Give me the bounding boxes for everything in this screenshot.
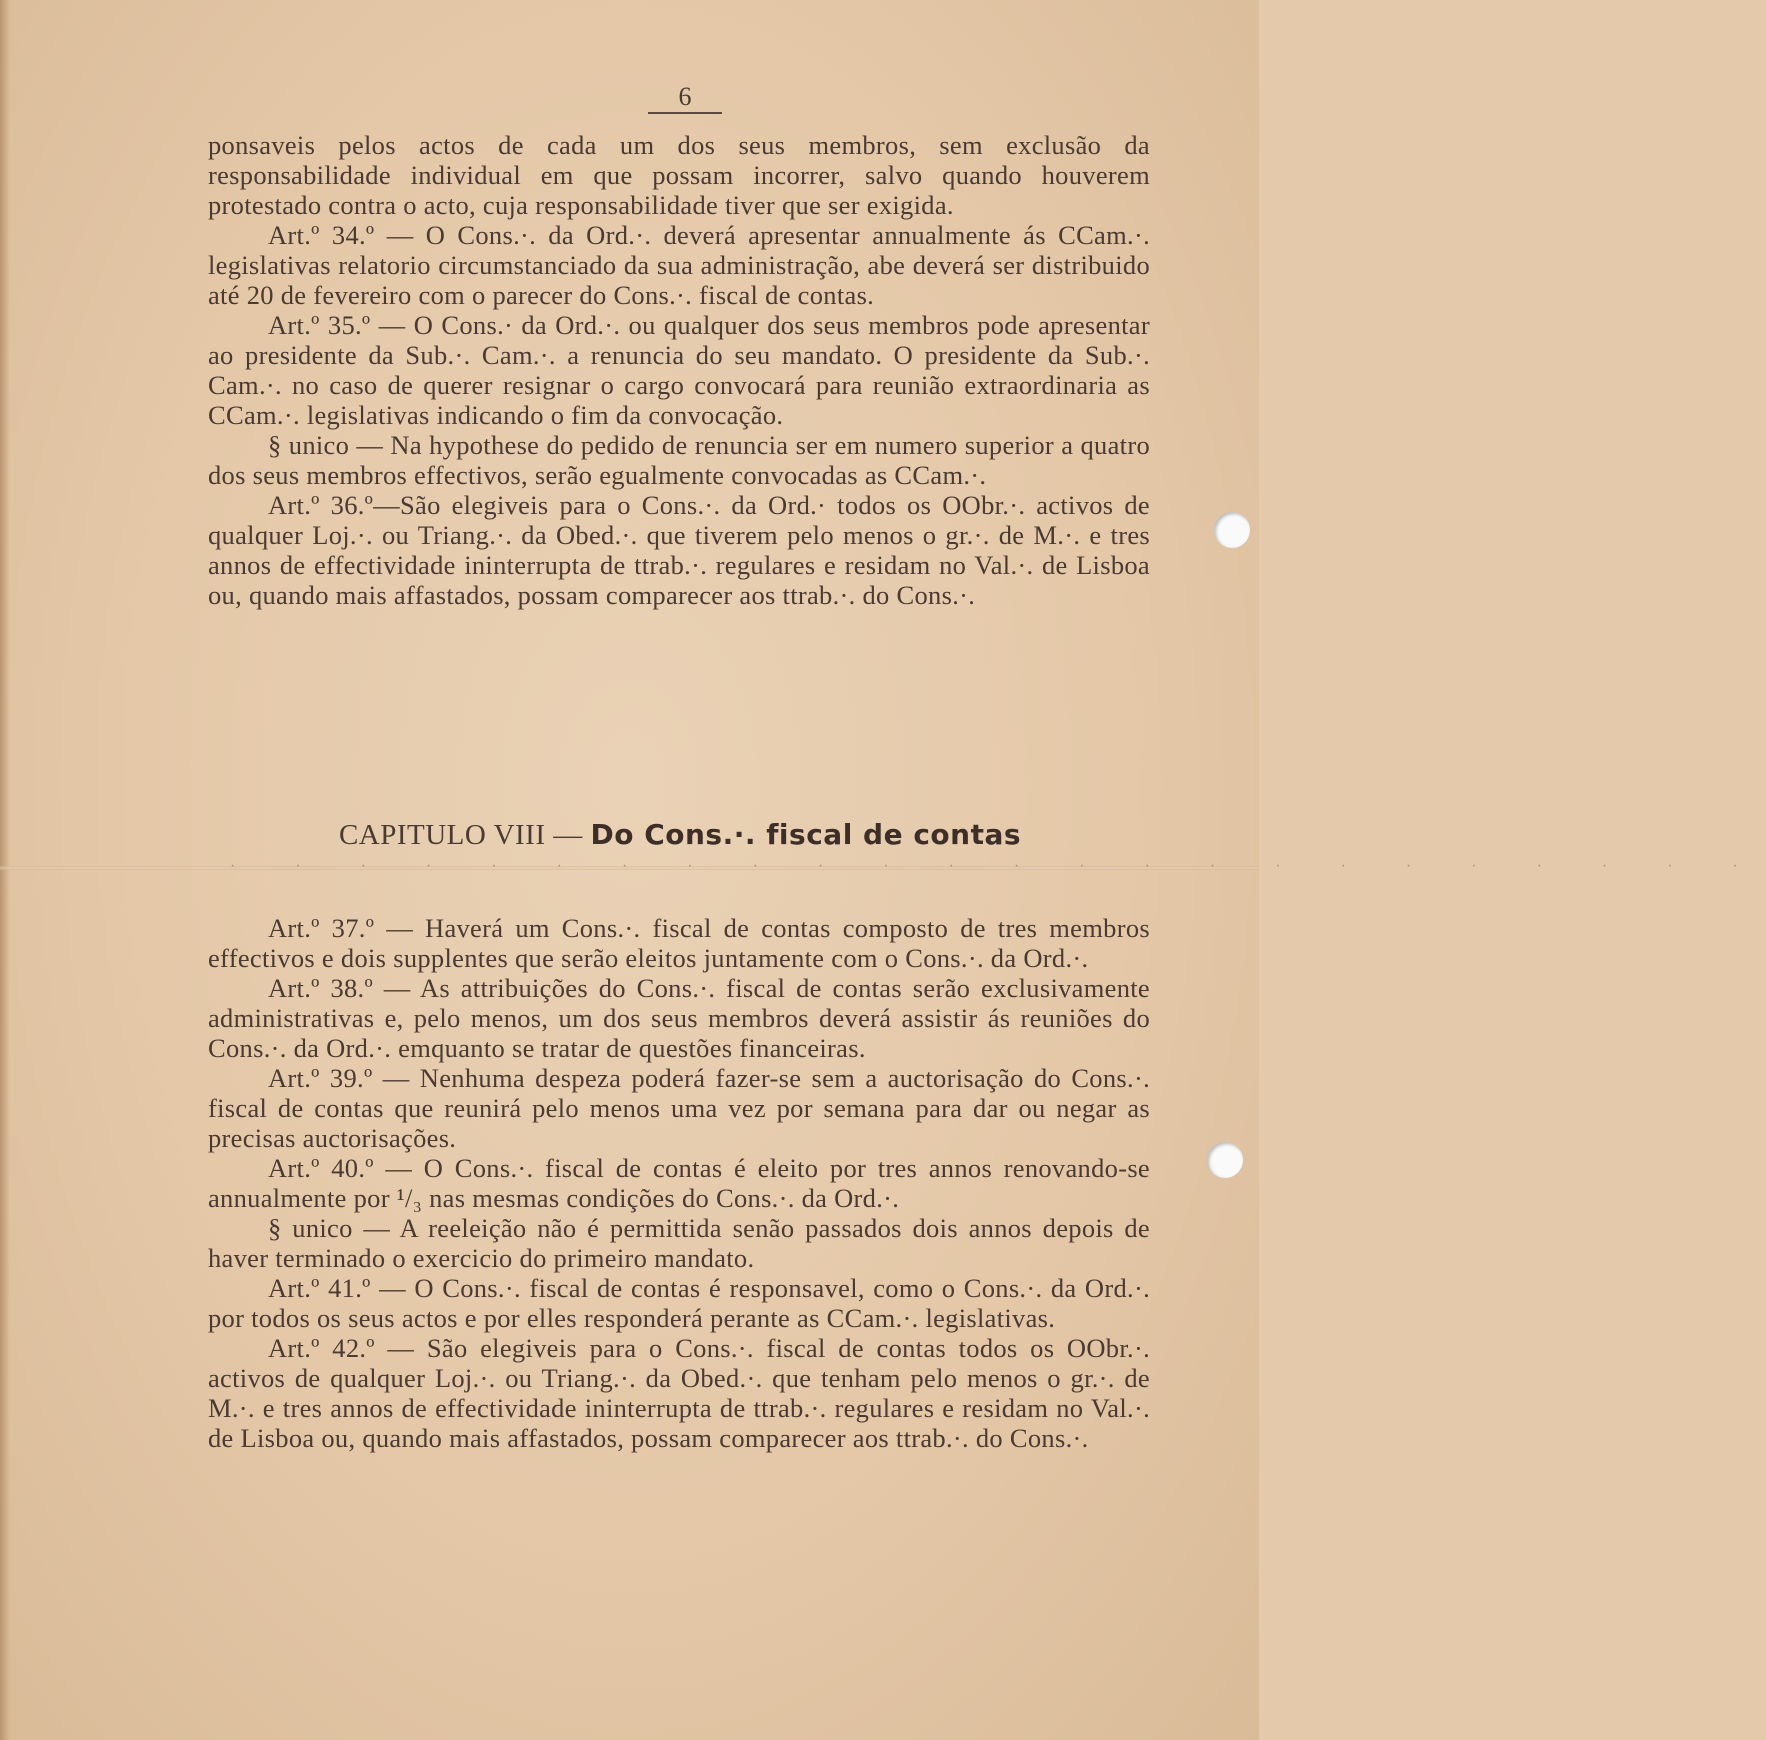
paper-edge-shadow [0,0,10,1740]
paragraph-art-36: Art.º 36.º—São elegiveis para o Cons.·. da Ord.· todos os OObr.·. activos de qualquer Loj.·. ou Triang.·. da Obed.·. que tiverem pelo menos o gr.·. de M.·. e tres annos de effectividade ininterrupta de ttrab.·. regulares e residam no Val.·. de Lisboa ou, quando mais affastados, possam comparecer aos ttrab.·. do Cons.·. [208,490,1150,610]
chapter-title: Do Cons.·. fiscal de contas [590,818,1022,851]
page-number: 6 [678,82,692,111]
paragraph-art-42: Art.º 42.º — São elegiveis para o Cons.·. fiscal de contas todos os OObr.·. activos de qualquer Loj.·. ou Triang.·. da Obed.·. que tenham pelo menos o gr.·. de M.·. e tres annos de effectividade ininterrupta de ttrab.·. regulares e residam no Val.·. de Lisboa ou, quando mais affastados, possam comparecer aos ttrab.·. do Cons.·. [208,1333,1150,1453]
chapter-number: CAPITULO VIII — [338,819,591,851]
paragraph-art-40: Art.º 40.º — O Cons.·. fiscal de contas é eleito por tres annos renovando-se annualmente por ¹/₃ nas mesmas condições do Cons.·. da Ord.·. [208,1153,1150,1213]
punch-hole-bottom [1207,1142,1243,1178]
paragraph-art-40-unico: § unico — A reeleição não é permittida senão passados dois annos depois de haver terminado o exercicio do primeiro mandato. [208,1213,1150,1273]
paragraph-art-37: Art.º 37.º — Haverá um Cons.·. fiscal de contas composto de tres membros effectivos e dois supplentes que serão eleitos juntamente com o Cons.·. da Ord.·. [208,913,1150,973]
paragraph-art-41: Art.º 41.º — O Cons.·. fiscal de contas é responsavel, como o Cons.·. da Ord.·. por todos os seus actos e por elles responderá perante as CCam.·. legislativas. [208,1273,1150,1333]
ink-bleed-through: · · · · · · · · · · · · · · · · · · · · · · · · [230,858,1766,875]
chapter-heading [200,818,1160,852]
paragraph-art-35: Art.º 35.º — O Cons.· da Ord.·. ou qualquer dos seus membros pode apresentar ao presidente da Sub.·. Cam.·. a renuncia do seu mandato. O presidente da Sub.·. Cam.·. no caso de querer resignar o cargo convocará para reunião extraordinaria as CCam.·. legislativas indicando o fim da convocação. [208,310,1150,430]
paragraph-art-38: Art.º 38.º — As attribuições do Cons.·. fiscal de contas serão exclusivamente administrativas e, pelo menos, um dos seus membros deverá assistir ás reuniões do Cons.·. da Ord.·. emquanto se tratar de questões financeiras. [208,973,1150,1063]
text-block-lower [208,913,1150,1453]
punch-hole-top [1214,512,1250,548]
paragraph-art-35-unico: § unico — Na hypothese do pedido de renuncia ser em numero superior a quatro dos seus membros effectivos, serão egualmente convocadas as CCam.·. [208,430,1150,490]
page-number-rule [648,112,722,114]
paragraph-art-39: Art.º 39.º — Nenhuma despeza poderá fazer-se sem a auctorisação do Cons.·. fiscal de contas que reunirá pelo menos uma vez por semana para dar ou negar as precisas auctorisações. [208,1063,1150,1153]
paragraph-continuation: ponsaveis pelos actos de cada um dos seus membros, sem exclusão da responsabilidade individual em que possam incorrer, salvo quando houverem protestado contra o acto, cuja responsabilidade tiver que ser exigida. [208,130,1150,220]
text-block-upper [208,130,1150,610]
paragraph-art-34: Art.º 34.º — O Cons.·. da Ord.·. deverá apresentar annualmente ás CCam.·. legislativas relatorio circumstanciado da sua administração, abe deverá ser distribuido até 20 de fevereiro com o parecer do Cons.·. fiscal de contas. [208,220,1150,310]
